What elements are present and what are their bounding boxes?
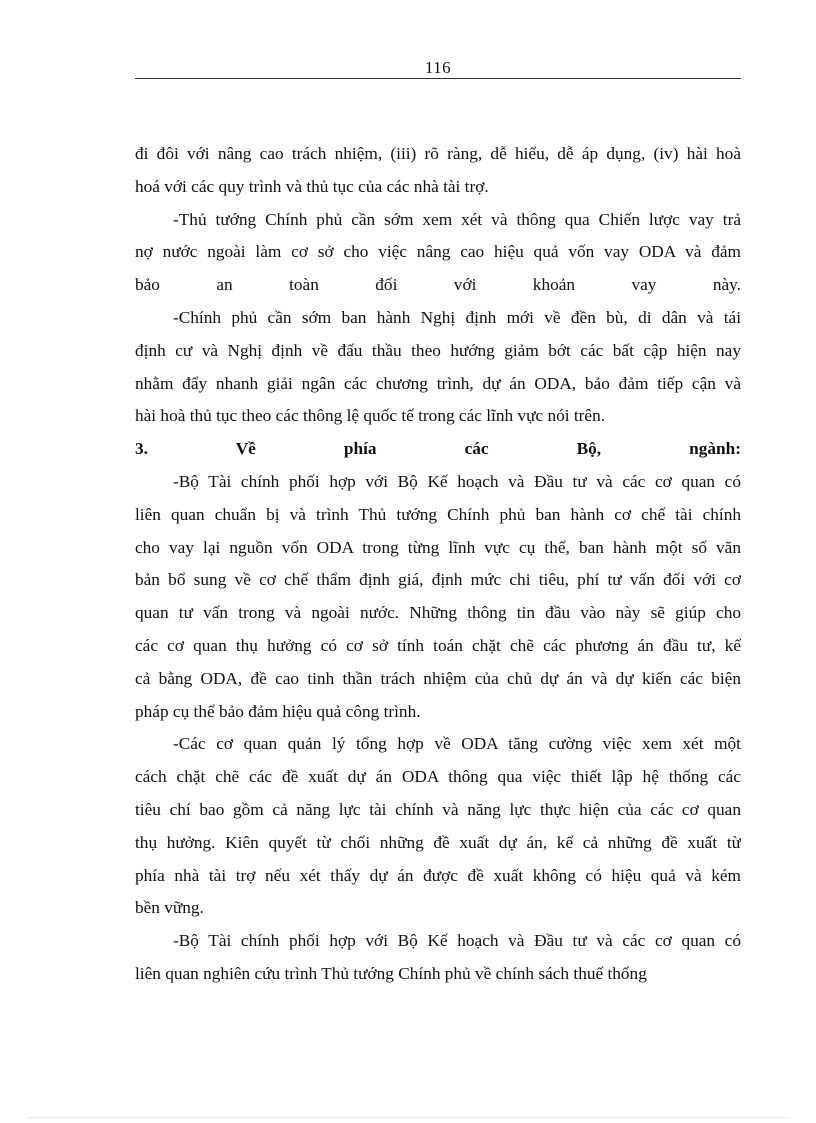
text-line: liên quan chuẩn bị và trình Thủ tướng Chính phủ ban hành cơ chế tài chính	[135, 504, 741, 524]
text-line: -Các cơ quan quản lý tổng hợp về ODA tăng cường việc xem xét một	[173, 734, 741, 754]
text-line: -Bộ Tài chính phối hợp với Bộ Kế hoạch và Đầu tư và các cơ quan có	[173, 471, 741, 491]
text-line: pháp cụ thể bảo đảm hiệu quả công trình.	[135, 701, 421, 721]
text-line: cả bằng ODA, đề cao tinh thần trách nhiệm của chủ dự án và dự kiến các biện	[135, 668, 741, 688]
page-bottom-rule	[28, 1117, 788, 1118]
text-line: nợ nước ngoài làm cơ sở cho việc nâng cao hiệu quả vốn vay ODA và đảm	[135, 242, 741, 262]
page-header	[135, 58, 741, 79]
text-line: nhằm đẩy nhanh giải ngân các chương trình, dự án ODA, bảo đảm tiếp cận và	[135, 373, 741, 393]
text-line: hoá với các quy trình và thủ tục của các nhà tài trợ.	[135, 176, 489, 196]
text-line: phía nhà tài trợ nếu xét thấy dự án được đề xuất không có hiệu quả và kém	[135, 865, 741, 885]
text-line: tiêu chí bao gồm cả năng lực tài chính và năng lực thực hiện của các cơ quan	[135, 799, 741, 819]
section-heading: 3. Về phía các Bộ, ngành:	[135, 439, 741, 459]
text-line: bền vững.	[135, 898, 204, 918]
text-line: đi đôi với nâng cao trách nhiệm, (iii) rõ ràng, dễ hiểu, dễ áp dụng, (iv) hài hoà	[135, 144, 741, 163]
text-line: định cư và Nghị định về đấu thầu theo hướng giảm bớt các bất cập hiện nay	[135, 340, 741, 360]
text-line: -Thủ tướng Chính phủ cần sớm xem xét và thông qua Chiến lược vay trả	[173, 209, 741, 229]
page-number: 116	[424, 58, 452, 77]
text-line: liên quan nghiên cứu trình Thủ tướng Chính phủ về chính sách thuế thống	[135, 963, 647, 983]
text-line: cho vay lại nguồn vốn ODA trong từng lĩnh vực cụ thể, ban hành một số văn	[135, 537, 741, 557]
text-line: thụ hưởng. Kiên quyết từ chối những đề xuất dự án, kể cả những đề xuất từ	[135, 832, 741, 852]
text-line: bản bổ sung về cơ chế thẩm định giá, định mức chi tiêu, phí tư vấn đối với cơ	[135, 570, 741, 590]
text-line: hài hoà thủ tục theo các thông lệ quốc tế trong các lĩnh vực nói trên.	[135, 406, 606, 426]
text-line: quan tư vấn trong và ngoài nước. Những thông tin đầu vào này sẽ giúp cho	[135, 603, 741, 623]
text-line: cách chặt chẽ các đề xuất dự án ODA thông qua việc thiết lập hệ thống các	[135, 767, 741, 787]
text-line: -Chính phủ cần sớm ban hành Nghị định mới về đền bù, di dân và tái	[173, 307, 741, 327]
text-line: các cơ quan thụ hưởng có cơ sở tính toán chặt chẽ các phương án đầu tư, kể	[135, 635, 741, 655]
document-body	[135, 138, 741, 991]
text-line: -Bộ Tài chính phối hợp với Bộ Kế hoạch và Đầu tư và các cơ quan có	[173, 931, 741, 951]
text-line: bảo an toàn đối với khoản vay này.	[135, 275, 741, 295]
